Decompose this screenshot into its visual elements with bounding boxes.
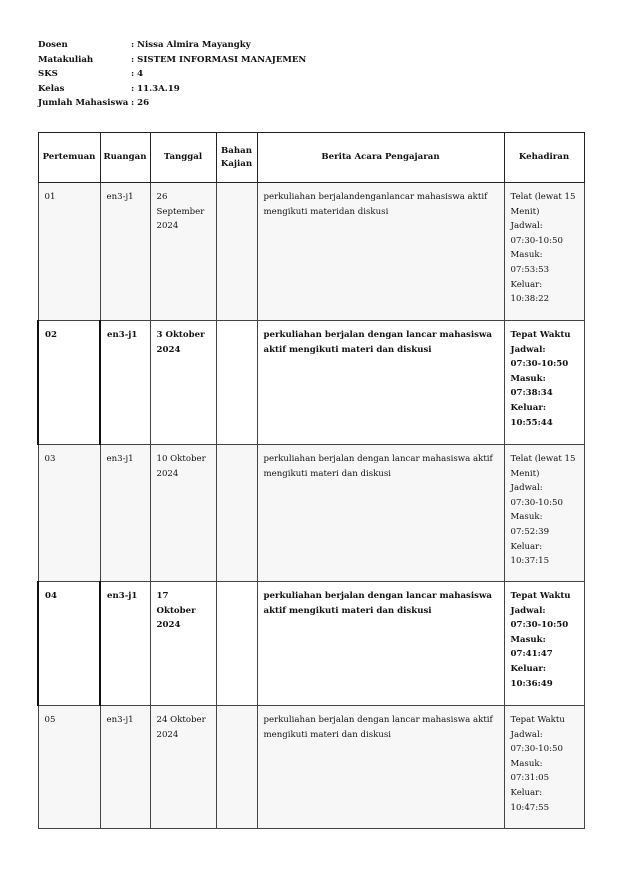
- cell-ruangan: en3-j1: [100, 706, 150, 829]
- cell-kehadiran: Tepat Waktu Jadwal: 07:30-10:50 Masuk: 07:31:05 Keluar: 10:47:55: [504, 706, 584, 829]
- table-row: [38, 582, 584, 706]
- info-label: SKS: [38, 69, 58, 80]
- info-value: : SISTEM INFORMASI MANAJEMEN: [131, 54, 307, 65]
- cell-tanggal: 26 September 2024: [150, 183, 216, 321]
- cell-berita-acara: perkuliahan berjalan dengan lancar mahasiswa aktif mengikuti materi dan diskusi: [257, 706, 504, 829]
- cell-bahan-kajian: [216, 445, 257, 582]
- info-label: Matakuliah: [38, 54, 94, 65]
- cell-pertemuan: 04: [38, 582, 100, 706]
- header-tanggal: Tanggal: [150, 133, 216, 183]
- table-row: [38, 445, 584, 582]
- header-ruangan: Ruangan: [100, 133, 150, 183]
- cell-pertemuan: 05: [38, 706, 100, 829]
- cell-berita-acara: perkuliahan berjalandenganlancar mahasiswa aktif mengikuti materidan diskusi: [257, 183, 504, 321]
- course-info: [38, 38, 306, 111]
- cell-kehadiran: Tepat Waktu Jadwal: 07:30-10:50 Masuk: 07:41:47 Keluar: 10:36:49: [504, 582, 584, 706]
- header-bahan-kajian: Bahan Kajian: [216, 133, 257, 183]
- teaching-journal-table: [37, 132, 585, 829]
- info-label: Dosen: [38, 40, 68, 50]
- cell-berita-acara: perkuliahan berjalan dengan lancar mahasiswa aktif mengikuti materi dan diskusi: [257, 321, 504, 445]
- cell-bahan-kajian: [216, 183, 257, 321]
- cell-kehadiran: Telat (lewat 15 Menit) Jadwal: 07:30-10:50 Masuk: 07:52:39 Keluar: 10:37:15: [504, 445, 584, 582]
- cell-ruangan: en3-j1: [100, 445, 150, 582]
- header-pertemuan: Pertemuan: [38, 133, 100, 183]
- cell-tanggal: 17 Oktober 2024: [150, 582, 216, 706]
- table-header-row: [38, 133, 584, 183]
- cell-bahan-kajian: [216, 706, 257, 829]
- cell-tanggal: 3 Oktober 2024: [150, 321, 216, 445]
- info-value: : 11.3A.19: [131, 83, 180, 94]
- table-row: [38, 321, 584, 445]
- cell-kehadiran: Telat (lewat 15 Menit) Jadwal: 07:30-10:50 Masuk: 07:53:53 Keluar: 10:38:22: [504, 183, 584, 321]
- info-row-dosen: [38, 38, 306, 53]
- cell-kehadiran: Tepat Waktu Jadwal: 07:30-10:50 Masuk: 07:38:34 Keluar: 10:55:44: [504, 321, 584, 445]
- header-kehadiran: Kehadiran: [504, 133, 584, 183]
- table-row: [38, 183, 584, 321]
- info-value: : 4: [131, 69, 144, 80]
- cell-tanggal: 24 Oktober 2024: [150, 706, 216, 829]
- cell-bahan-kajian: [216, 582, 257, 706]
- cell-ruangan: en3-j1: [100, 321, 150, 445]
- cell-ruangan: en3-j1: [100, 183, 150, 321]
- info-label: Jumlah Mahasiswa: [38, 98, 129, 109]
- cell-pertemuan: 01: [38, 183, 100, 321]
- cell-pertemuan: 03: [38, 445, 100, 582]
- info-row-kelas: [38, 82, 306, 97]
- cell-ruangan: en3-j1: [100, 582, 150, 706]
- info-value: : Nissa Almira Mayangky: [131, 40, 251, 50]
- cell-berita-acara: perkuliahan berjalan dengan lancar mahasiswa aktif mengikuti materi dan diskusi: [257, 445, 504, 582]
- header-berita-acara: Berita Acara Pengajaran: [257, 133, 504, 183]
- info-row-jumlah-mahasiswa: [38, 96, 306, 111]
- cell-berita-acara: perkuliahan berjalan dengan lancar mahasiswa aktif mengikuti materi dan diskusi: [257, 582, 504, 706]
- cell-tanggal: 10 Oktober 2024: [150, 445, 216, 582]
- info-row-sks: [38, 67, 306, 82]
- info-label: Kelas: [38, 83, 65, 94]
- cell-pertemuan: 02: [38, 321, 100, 445]
- cell-bahan-kajian: [216, 321, 257, 445]
- info-value: : 26: [131, 98, 150, 109]
- info-row-matakuliah: [38, 53, 306, 68]
- table-row: [38, 706, 584, 829]
